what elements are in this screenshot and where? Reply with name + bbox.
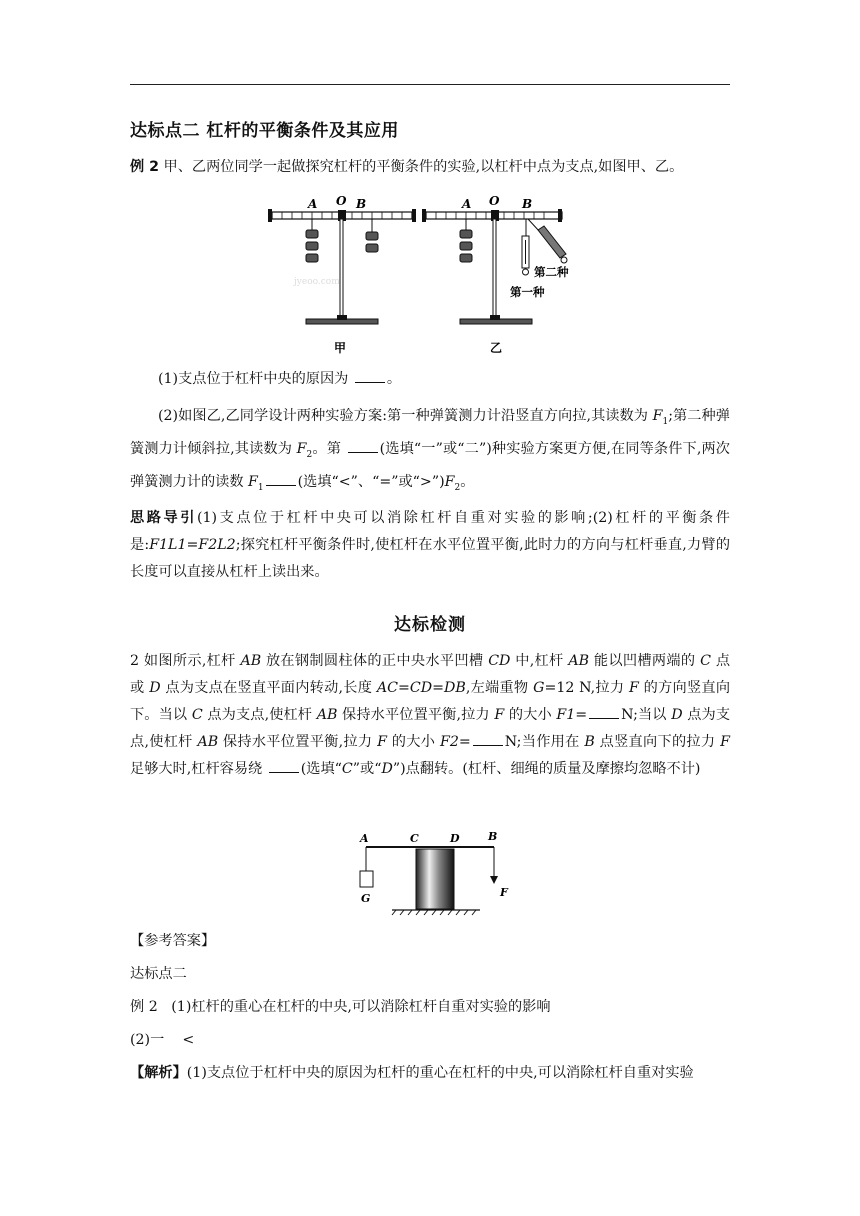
q2-f2-sub: 2	[306, 449, 313, 460]
p2-t19: N;当作用在	[504, 734, 585, 750]
p2-c-2: C	[191, 707, 203, 723]
fig-label-g: G	[361, 892, 371, 905]
p2-c: C	[700, 653, 711, 669]
problem-2-text	[130, 648, 730, 783]
answers-heading: 【参考答案】	[130, 933, 216, 949]
figure-jia	[268, 194, 416, 355]
q2-f1-again: F	[248, 473, 258, 490]
answer-1	[130, 994, 730, 1021]
q2-blank-1[interactable]	[348, 438, 378, 453]
q2-text-c: 。第	[312, 440, 346, 457]
yi-label-o: O	[489, 194, 500, 208]
p2-t2: 放在钢制圆柱体的正中央水平凹槽	[261, 653, 489, 669]
yi-label-a: A	[462, 197, 472, 211]
p2-t11: 保持水平位置平衡,拉力	[337, 707, 495, 723]
label-first: 第一种	[510, 285, 545, 299]
fig-label-d: D	[450, 832, 460, 845]
jia-label-a: A	[308, 197, 318, 211]
q2-f2: F	[296, 440, 307, 457]
analysis	[130, 1060, 730, 1087]
p2-ab-2: AB	[568, 653, 590, 669]
header-rule	[130, 84, 730, 85]
p2-t3: 中,杠杆	[510, 653, 569, 669]
question-1	[130, 366, 730, 393]
p2-ab: AB	[240, 653, 262, 669]
question-2	[130, 403, 730, 501]
fig-label-b: B	[488, 830, 498, 843]
q2-f1-sub-again: 1	[257, 482, 264, 493]
p2-t17: 的大小	[387, 734, 440, 750]
p2-blank-2[interactable]	[473, 731, 503, 746]
p2-t12: 的大小	[504, 707, 557, 723]
q2-text-e: (选填“<”、“=”或“>”)	[297, 473, 445, 490]
yi-label-b: B	[522, 197, 533, 211]
p2-f-4: F	[720, 734, 730, 750]
jia-label-b: B	[356, 197, 367, 211]
hint-text-1: (1)支点位于杠杆中央可以消除杠杆自重对实验的影响;(2)杠杆的平衡条件是:	[130, 510, 730, 554]
p2-f-3: F	[377, 734, 388, 750]
p2-t5: 点或	[130, 653, 731, 696]
lever-figure	[266, 190, 572, 360]
p2-t8: =12 N,拉力	[544, 680, 630, 696]
hint-text-2: ;探究杠杆平衡条件时,使杠杆在水平位置平衡,此时力的方向与杠杆垂直,力臂的长度可以直接从杠杆上读出来。	[130, 537, 731, 581]
example-label: 例 2	[130, 159, 159, 175]
q2-f1-sub: 1	[662, 416, 669, 427]
p2-t14: N;当以	[621, 707, 672, 723]
p2-d-3: D	[381, 761, 393, 777]
p2-cd: CD	[488, 653, 511, 669]
caption-yi: 乙	[490, 341, 503, 355]
q1-blank[interactable]	[355, 368, 385, 383]
q1-end: 。	[386, 371, 402, 387]
fig-label-c: C	[410, 832, 419, 845]
q2-f2-sub-again: 2	[454, 482, 461, 493]
caption-jia: 甲	[334, 341, 347, 355]
p2-c-3: C	[341, 761, 353, 777]
p2-t1: 2 如图所示,杠杆	[130, 653, 241, 669]
p2-f: F	[629, 680, 639, 696]
p2-b: B	[584, 734, 595, 750]
hint-label: 思路导引	[130, 510, 197, 527]
q2-f2-again: F	[444, 473, 455, 490]
example-questions	[130, 366, 730, 586]
p2-g: G	[533, 680, 545, 696]
answers-section: 达标点二	[130, 966, 187, 982]
figure-yi	[422, 194, 569, 355]
example-2	[130, 154, 730, 181]
analysis-label: 【解析】	[130, 1065, 187, 1081]
q2-text-a: (2)如图乙,乙同学设计两种实验方案:第一种弹簧测力计沿竖直方向拉,其读数为	[158, 408, 653, 424]
p2-t16: 保持水平位置平衡,拉力	[218, 734, 378, 750]
fig-label-a: A	[360, 832, 369, 845]
p2-ab-4: AB	[197, 734, 219, 750]
p2-t7: ,左端重物	[465, 680, 534, 696]
hint-paragraph	[130, 505, 730, 586]
p2-t21: 足够大时,杠杆容易绕	[130, 761, 267, 777]
q2-text-d: (选填“一”或“二”)种实验方案更方便,在同等条件下,两次弹簧测力计的读数	[130, 440, 730, 490]
answer-1-text: (1)杠杆的重心在杠杆的中央,可以消除杠杆自重对实验的影响	[171, 999, 551, 1015]
p2-t10: 点为支点,使杠杆	[202, 707, 317, 723]
p2-t15: 点为支点,使杠杆	[130, 707, 731, 750]
p2-t18: =	[458, 734, 471, 750]
p2-t4: 能以凹槽两端的	[589, 653, 701, 669]
p2-t24: ”)点翻转。(杠杆、细绳的质量及摩擦均忽略不计)	[392, 761, 701, 777]
answers	[130, 928, 730, 1087]
p2-d-2: D	[671, 707, 683, 723]
q2-text-b: ;第二种弹簧测力计倾斜拉,其读数为	[130, 408, 730, 457]
p2-t23: ”或“	[352, 761, 382, 777]
p2-ab-3: AB	[316, 707, 338, 723]
p2-d: D	[149, 680, 161, 696]
q1-text: (1)支点位于杠杆中央的原因为	[158, 371, 353, 387]
example-intro	[130, 154, 730, 181]
answer-ex-label: 例 2	[130, 999, 158, 1015]
p2-t22: (选填“	[300, 761, 342, 777]
p2-t6: 点为支点在竖直平面内转动,长度	[160, 680, 377, 696]
watermark: jyeoo.com	[294, 277, 340, 287]
p2-t13: =	[575, 707, 588, 723]
p2-eq: AC=CD=DB	[376, 680, 466, 696]
q2-end: 。	[460, 473, 475, 490]
p2-f2: F2	[440, 734, 459, 750]
p2-f-2: F	[494, 707, 505, 723]
jia-label-o: O	[336, 194, 347, 208]
label-second: 第二种	[534, 265, 569, 279]
problem-2	[130, 648, 730, 783]
p2-blank-1[interactable]	[589, 704, 619, 719]
section-heading: 达标点二 杠杆的平衡条件及其应用	[130, 121, 399, 141]
q2-blank-2[interactable]	[266, 471, 296, 486]
cylinder-figure	[352, 826, 512, 918]
q2-f1: F	[652, 408, 663, 424]
check-heading: 达标检测	[394, 615, 466, 635]
p2-f1: F1	[556, 707, 576, 723]
p2-t20: 点竖直向下的拉力	[594, 734, 721, 750]
p2-blank-3[interactable]	[269, 758, 299, 773]
answer-2: (2)一 <	[130, 1032, 195, 1048]
p2-t9: 的方向竖直向下。当以	[130, 680, 731, 723]
analysis-text: (1)支点位于杠杆中央的原因为杠杆的重心在杠杆的中央,可以消除杠杆自重对实验	[186, 1065, 694, 1081]
hint-formula: F1L1=F2L2	[149, 537, 236, 554]
example-intro-text: 甲、乙两位同学一起做探究杠杆的平衡条件的实验,以杠杆中点为支点,如图甲、乙。	[163, 159, 684, 175]
fig-label-f: F	[500, 886, 508, 899]
